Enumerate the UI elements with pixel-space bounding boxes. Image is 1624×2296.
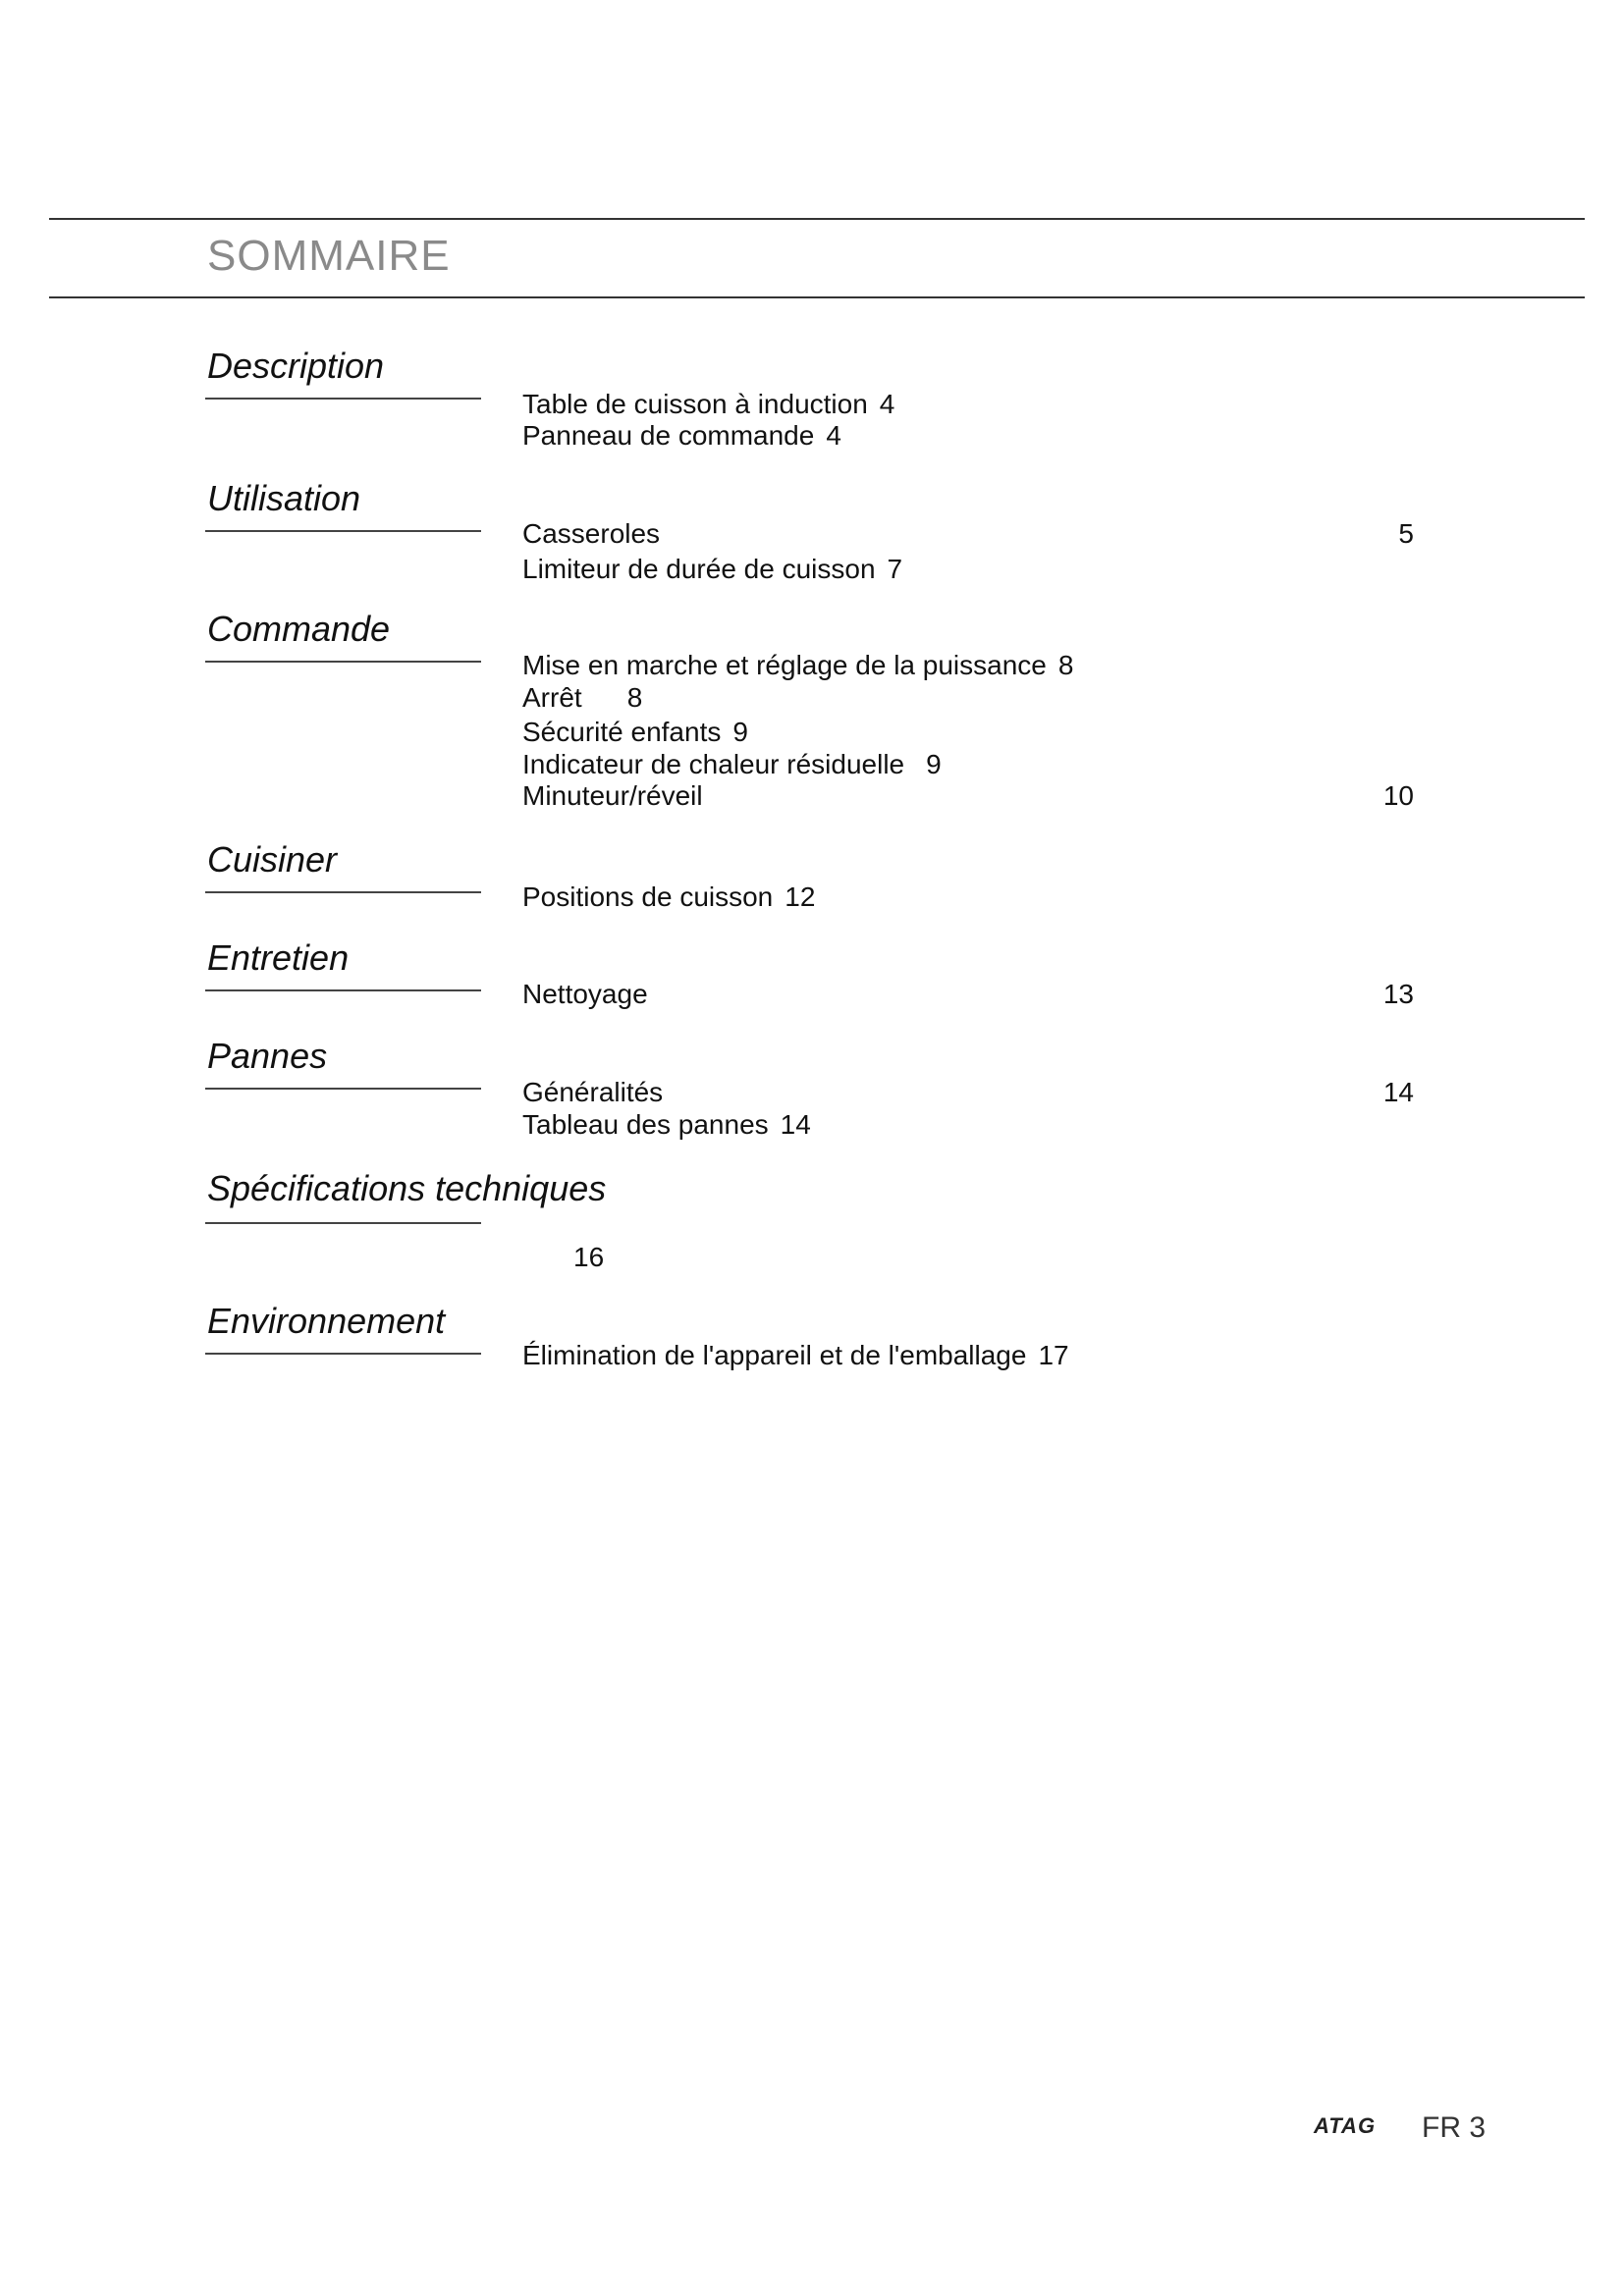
- section-heading-utilisation: Utilisation: [207, 478, 361, 518]
- section-underline: [205, 891, 481, 893]
- header-bottom-rule: [49, 296, 1585, 298]
- section-underline: [205, 989, 481, 991]
- section-heading-description: Description: [207, 346, 385, 386]
- toc-entry-page[interactable]: 16: [573, 1242, 605, 1272]
- toc-entry[interactable]: Limiteur de durée de cuisson 7: [522, 554, 903, 584]
- page-title: SOMMAIRE: [207, 232, 451, 280]
- toc-entry-page: 14: [1382, 1077, 1414, 1107]
- toc-entry[interactable]: Élimination de l'appareil et de l'emballage 17: [522, 1340, 1069, 1370]
- page-number: FR 3: [1422, 2111, 1487, 2144]
- toc-entry[interactable]: Nettoyage: [522, 979, 648, 1009]
- brand-logo: ATAG: [1314, 2113, 1377, 2138]
- toc-entry[interactable]: Minuteur/réveil: [522, 780, 703, 811]
- header-top-rule: [49, 218, 1585, 220]
- toc-entry[interactable]: Panneau de commande 4: [522, 420, 841, 451]
- toc-entry[interactable]: Mise en marche et réglage de la puissance 8: [522, 650, 1074, 680]
- section-heading-commande: Commande: [207, 609, 391, 649]
- toc-entry[interactable]: Sécurité enfants 9: [522, 717, 748, 747]
- section-heading-pannes: Pannes: [207, 1036, 328, 1076]
- section-heading-cuisiner: Cuisiner: [207, 839, 338, 880]
- toc-entry[interactable]: Table de cuisson à induction 4: [522, 389, 895, 419]
- toc-entry[interactable]: Positions de cuisson 12: [522, 881, 816, 912]
- toc-entry-page: 5: [1398, 518, 1414, 549]
- toc-entry[interactable]: Arrêt 8: [522, 682, 643, 713]
- section-underline: [205, 1088, 481, 1090]
- toc-entry[interactable]: Casseroles: [522, 518, 661, 549]
- section-underline: [205, 1222, 481, 1224]
- toc-entry-page: 13: [1382, 979, 1414, 1009]
- section-heading-specifications: Spécifications techniques: [207, 1168, 607, 1208]
- section-underline: [205, 530, 481, 532]
- section-underline: [205, 1353, 481, 1355]
- toc-entry-page: 10: [1382, 780, 1414, 811]
- toc-entry[interactable]: Indicateur de chaleur résiduelle 9: [522, 749, 942, 779]
- toc-entry[interactable]: Tableau des pannes 14: [522, 1109, 811, 1140]
- section-underline: [205, 398, 481, 400]
- toc-entry[interactable]: Généralités: [522, 1077, 664, 1107]
- section-heading-environnement: Environnement: [207, 1301, 446, 1341]
- section-underline: [205, 661, 481, 663]
- section-heading-entretien: Entretien: [207, 937, 350, 978]
